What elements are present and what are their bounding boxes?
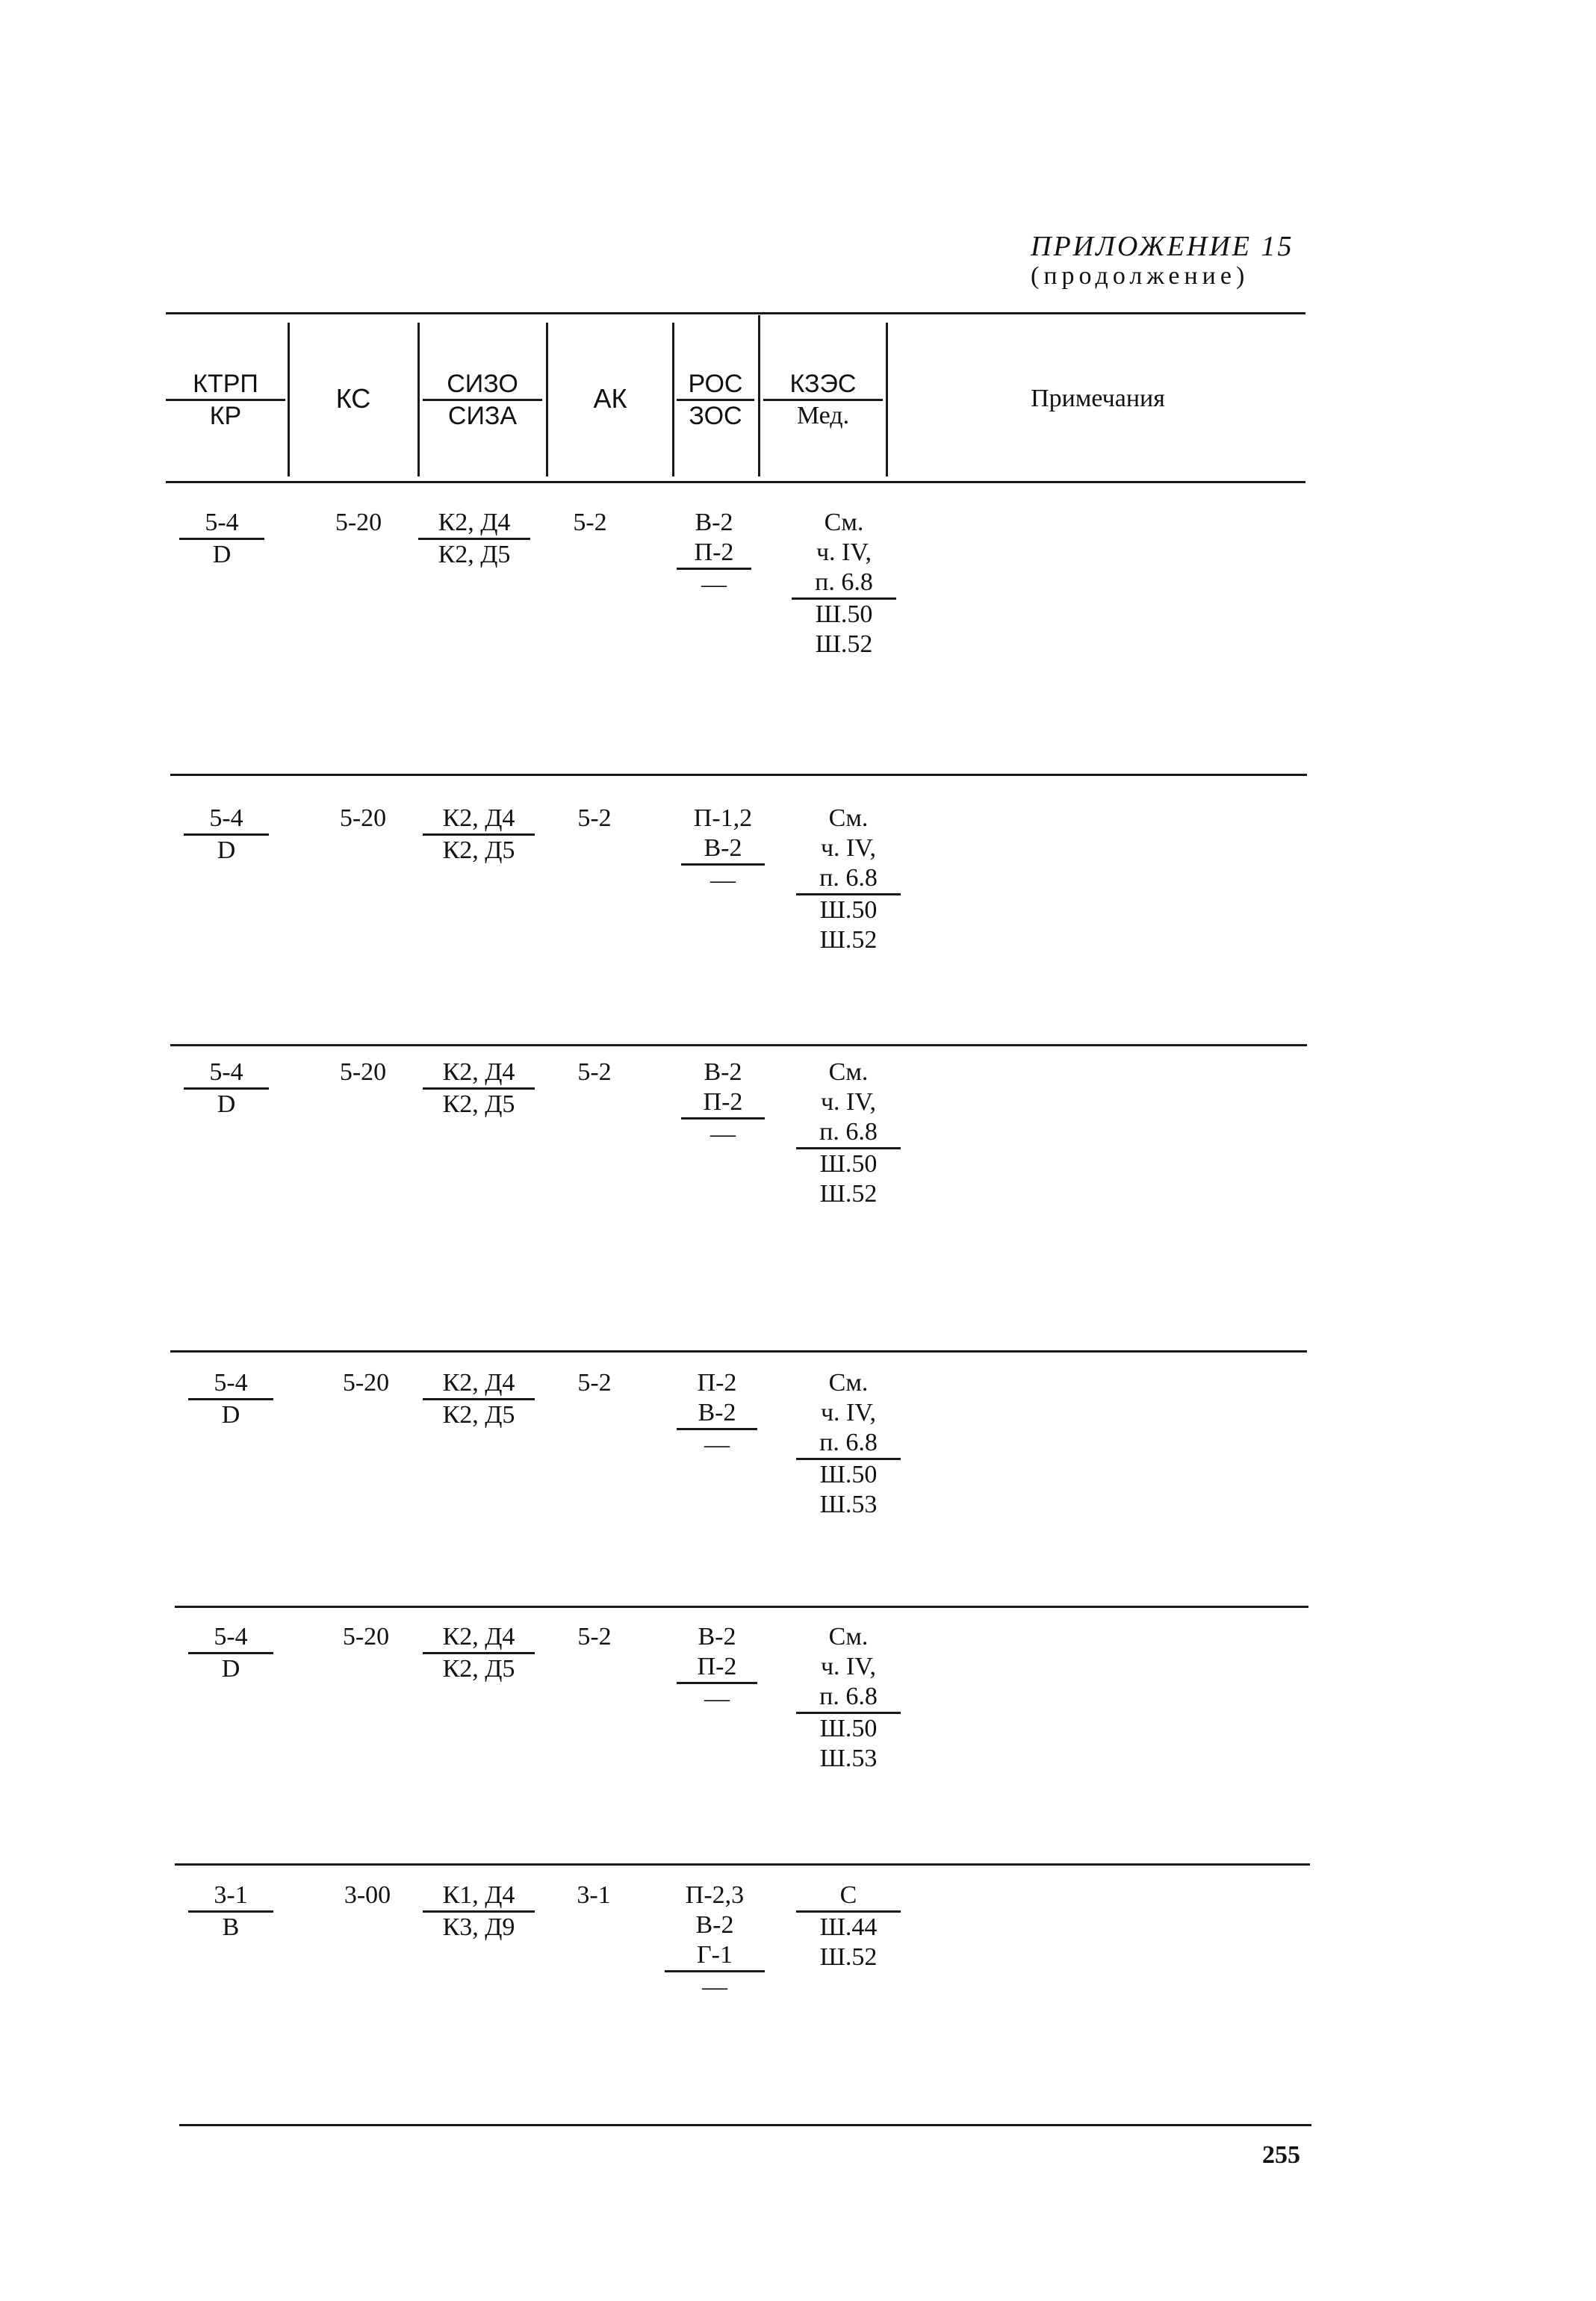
cell-med-line: Ш.53 <box>819 1745 878 1772</box>
cell-sizo: К2, Д4 <box>423 804 535 836</box>
header-divider <box>758 315 760 476</box>
cell-med-line: Ш.53 <box>819 1491 878 1518</box>
header-med: Мед. <box>796 402 850 429</box>
header-ks: КС <box>335 383 371 414</box>
cell-sizo-siza <box>423 1881 535 1943</box>
cell-ktrp: 5-4 <box>179 508 264 540</box>
cell-med-line: Ш.44 <box>819 1913 878 1941</box>
cell-ros-line: В-2 <box>695 1911 734 1939</box>
cell-ros-line: В-2 <box>677 1398 757 1430</box>
cell-kzes-med <box>796 1881 901 1972</box>
header-divider <box>672 323 674 476</box>
cell-sizo-siza <box>423 1622 535 1684</box>
row-separator <box>170 774 1307 776</box>
cell-ros-line: П-2 <box>677 538 751 570</box>
cell-ros-line: В-2 <box>698 1623 736 1651</box>
appendix-title: ПРИЛОЖЕНИЕ 15 <box>1031 231 1294 262</box>
cell-kzes-med <box>796 804 901 955</box>
header-ktrp: КТРП <box>166 369 285 401</box>
cell-siza: К2, Д5 <box>442 1090 515 1118</box>
cell-kzes-line: ч. IV, <box>816 538 872 566</box>
table-bottom-rule <box>179 2124 1311 2126</box>
cell-ktrp: 5-4 <box>184 804 269 836</box>
cell-sizo: К2, Д4 <box>423 1368 535 1400</box>
header-kzes: КЗЭС <box>763 369 883 401</box>
cell-sizo-siza <box>418 508 530 570</box>
cell-kzes-line: ч. IV, <box>820 1653 877 1680</box>
cell-kr: D <box>217 836 236 864</box>
cell-zos: — <box>710 866 736 894</box>
cell-ktrp: 3-1 <box>188 1881 273 1913</box>
cell-zos: — <box>701 571 727 598</box>
cell-ks: 5-20 <box>339 804 387 832</box>
cell-ak: 5-2 <box>573 509 607 536</box>
cell-kzes-line: ч. IV, <box>820 1399 877 1426</box>
cell-ak: 5-2 <box>577 1058 612 1086</box>
cell-kzes-line: См. <box>824 509 864 536</box>
header-zos: ЗОС <box>689 402 742 430</box>
appendix-subtitle: (продолжение) <box>1031 262 1249 290</box>
cell-sizo: К2, Д4 <box>423 1622 535 1654</box>
header-sizo-siza <box>423 369 542 431</box>
table-top-rule <box>166 312 1305 314</box>
cell-sizo-siza <box>423 804 535 866</box>
cell-ros-zos <box>677 1622 757 1714</box>
cell-ktrp-kr <box>184 1058 269 1120</box>
cell-kr: В <box>222 1913 240 1941</box>
header-divider <box>417 323 420 476</box>
cell-kzes-line: п. 6.8 <box>796 1428 901 1460</box>
cell-kzes-line: п. 6.8 <box>796 1682 901 1714</box>
cell-sizo-siza <box>423 1058 535 1120</box>
cell-kzes-line: п. 6.8 <box>792 568 896 600</box>
cell-ak: 5-2 <box>577 804 612 832</box>
cell-kzes-med <box>792 508 896 659</box>
cell-zos: — <box>704 1431 730 1459</box>
cell-kzes-line: С <box>796 1881 901 1913</box>
cell-ros-zos <box>677 508 751 600</box>
cell-kzes-line: п. 6.8 <box>796 863 901 895</box>
row-separator <box>175 1606 1308 1608</box>
cell-ks: 3-00 <box>344 1881 391 1909</box>
cell-ros-zos <box>665 1881 765 2002</box>
cell-zos: — <box>702 1973 727 2001</box>
header-kzes-med <box>763 369 883 431</box>
cell-kzes-line: См. <box>828 1058 869 1086</box>
cell-ks: 5-20 <box>335 509 382 536</box>
cell-ak: 3-1 <box>577 1881 611 1909</box>
cell-siza: К2, Д5 <box>442 1401 515 1429</box>
header-siza: СИЗА <box>447 402 518 430</box>
cell-kzes-line: п. 6.8 <box>796 1117 901 1149</box>
cell-ks: 5-20 <box>342 1369 390 1397</box>
cell-ktrp-kr <box>188 1881 273 1943</box>
header-sizo: СИЗО <box>423 369 542 401</box>
cell-med-line: Ш.50 <box>819 1150 878 1178</box>
cell-ros-zos <box>681 1058 765 1149</box>
cell-kzes-med <box>796 1058 901 1209</box>
header-divider <box>886 323 888 476</box>
cell-ktrp: 5-4 <box>184 1058 269 1090</box>
cell-ktrp: 5-4 <box>188 1368 273 1400</box>
cell-kzes-med <box>796 1622 901 1774</box>
cell-kr: D <box>217 1090 236 1118</box>
cell-ros-line: П-2,3 <box>685 1881 745 1909</box>
cell-sizo: К2, Д4 <box>418 508 530 540</box>
cell-ak: 5-2 <box>577 1623 612 1651</box>
cell-kr: D <box>221 1401 240 1429</box>
cell-sizo: К1, Д4 <box>423 1881 535 1913</box>
header-ak: АК <box>593 383 627 414</box>
cell-ros-zos <box>681 804 765 895</box>
cell-ktrp-kr <box>179 508 264 570</box>
cell-ktrp: 5-4 <box>188 1622 273 1654</box>
cell-kzes-line: См. <box>828 1369 869 1397</box>
cell-med-line: Ш.50 <box>819 896 878 924</box>
cell-ros-line: П-1,2 <box>693 804 753 832</box>
cell-med-line: Ш.52 <box>819 1943 878 1971</box>
cell-siza: К2, Д5 <box>438 541 511 568</box>
cell-ros-line: П-2 <box>697 1369 737 1397</box>
cell-ros-line: В-2 <box>681 833 765 866</box>
header-kr: КР <box>209 402 242 430</box>
cell-med-line: Ш.50 <box>819 1461 878 1488</box>
cell-kzes-line: См. <box>828 1623 869 1651</box>
cell-kr: D <box>212 541 232 568</box>
cell-ros-line: П-2 <box>677 1652 757 1684</box>
row-separator <box>175 1863 1310 1866</box>
cell-ktrp-kr <box>184 804 269 866</box>
cell-sizo: К2, Д4 <box>423 1058 535 1090</box>
cell-med-line: Ш.50 <box>819 1715 878 1742</box>
page-number: 255 <box>1262 2141 1300 2169</box>
cell-kzes-med <box>796 1368 901 1520</box>
cell-ak: 5-2 <box>577 1369 612 1397</box>
cell-ks: 5-20 <box>342 1623 390 1651</box>
cell-med-line: Ш.52 <box>819 926 878 954</box>
cell-kr: D <box>221 1655 240 1683</box>
header-ros: РОС <box>677 369 754 401</box>
cell-zos: — <box>710 1120 736 1148</box>
cell-siza: К3, Д9 <box>442 1913 515 1941</box>
cell-ktrp-kr <box>188 1622 273 1684</box>
cell-ros-line: В-2 <box>704 1058 742 1086</box>
cell-siza: К2, Д5 <box>442 836 515 864</box>
cell-ros-line: В-2 <box>695 509 733 536</box>
cell-kzes-line: ч. IV, <box>820 834 877 862</box>
cell-med-line: Ш.50 <box>815 600 873 628</box>
cell-ks: 5-20 <box>339 1058 387 1086</box>
cell-med-line: Ш.52 <box>815 630 873 658</box>
cell-ros-line: Г-1 <box>665 1940 765 1972</box>
header-bottom-rule <box>166 481 1305 483</box>
cell-ktrp-kr <box>188 1368 273 1430</box>
header-ros-zos <box>677 369 754 431</box>
cell-kzes-line: См. <box>828 804 869 832</box>
cell-kzes-line: ч. IV, <box>820 1088 877 1116</box>
cell-ros-line: П-2 <box>681 1087 765 1120</box>
cell-sizo-siza <box>423 1368 535 1430</box>
cell-ros-zos <box>677 1368 757 1460</box>
row-separator <box>170 1350 1307 1353</box>
cell-zos: — <box>704 1685 730 1712</box>
row-separator <box>170 1044 1307 1046</box>
header-ktrp-kr <box>166 369 285 431</box>
header-notes: Примечания <box>1031 385 1165 412</box>
cell-siza: К2, Д5 <box>442 1655 515 1683</box>
cell-med-line: Ш.52 <box>819 1180 878 1208</box>
